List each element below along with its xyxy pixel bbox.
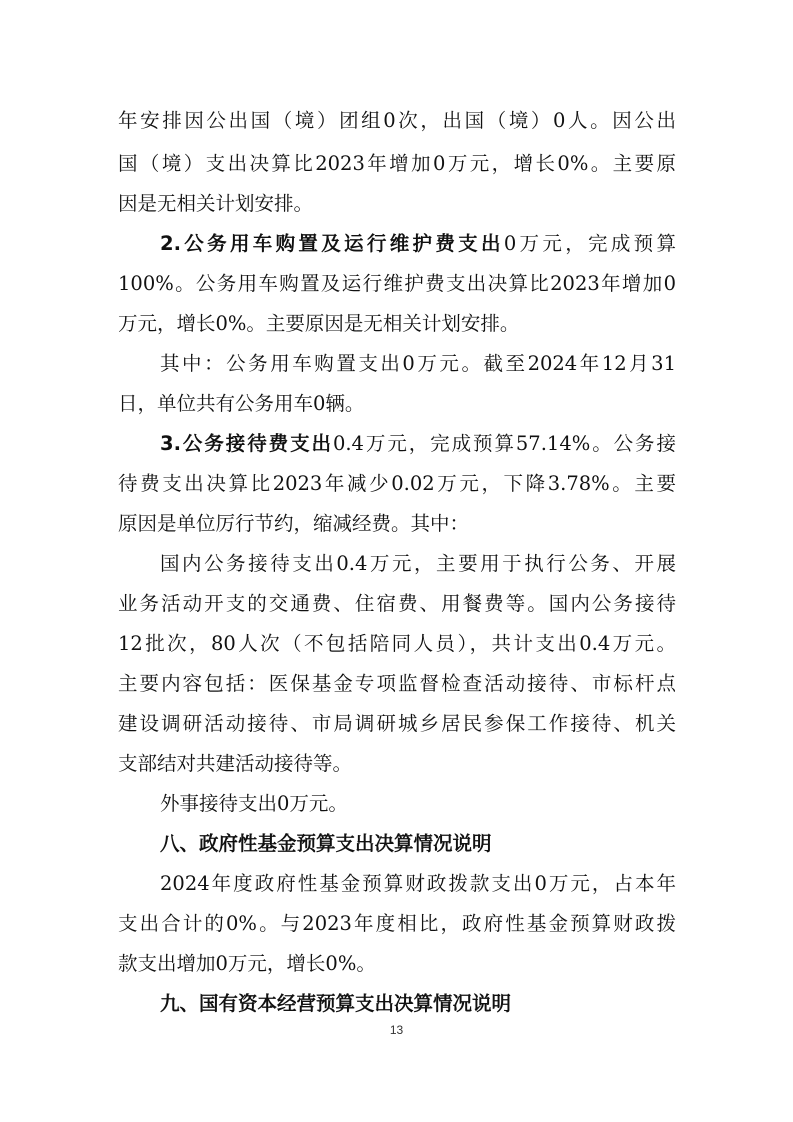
body-text-line: 国（境）支出决算比2023年增加0万元，增长0%。主要原 — [118, 152, 676, 175]
body-text-line: 国内公务接待支出0.4万元，主要用于执行公务、开展 — [160, 552, 676, 575]
section-line — [160, 424, 676, 464]
body-text-line: 业务活动开支的交通费、住宿费、用餐费等。国内公务接待 — [118, 592, 676, 615]
subsection-title: 2.公务用车购置及运行维护费支出 — [160, 232, 504, 255]
body-text-line: 原因是单位厉行节约，缩减经费。其中： — [118, 512, 470, 535]
body-text-line: 2024年度政府性基金预算财政拨款支出0万元，占本年 — [160, 872, 676, 895]
body-text-line: 待费支出决算比2023年减少0.02万元，下降3.78%。主要 — [118, 472, 676, 495]
body-text: 0万元，完成预算 — [503, 232, 676, 255]
body-text-line: 万元，增长0%。主要原因是无相关计划安排。 — [118, 312, 520, 335]
body-text-line: 款支出增加0万元，增长0%。 — [118, 952, 376, 975]
body-text-line: 100%。公务用车购置及运行维护费支出决算比2023年增加0 — [118, 272, 676, 295]
section-heading: 八、政府性基金预算支出决算情况说明 — [160, 832, 492, 855]
body-text-line: 主要内容包括：医保基金专项监督检查活动接待、市标杆点 — [118, 672, 676, 695]
body-text-line: 12批次，80人次（不包括陪同人员），共计支出0.4万元。 — [118, 632, 676, 655]
page-number: 13 — [389, 1023, 404, 1037]
body-text-line: 日，单位共有公务用车0辆。 — [118, 392, 365, 415]
body-text-line: 建设调研活动接待、市局调研城乡居民参保工作接待、机关 — [118, 712, 676, 735]
body-text-line: 其中：公务用车购置支出0万元。截至2024年12月31 — [160, 352, 676, 375]
section-heading: 九、国有资本经营预算支出决算情况说明 — [160, 992, 512, 1015]
body-text: 0.4万元，完成预算57.14%。公务接 — [332, 432, 676, 455]
body-text-line: 外事接待支出0万元。 — [160, 792, 348, 815]
section-line — [160, 224, 676, 264]
subsection-title: 3.公务接待费支出 — [160, 432, 333, 455]
body-text-line: 年安排因公出国（境）团组0次，出国（境）0人。因公出 — [118, 109, 676, 132]
body-text-line: 支出合计的0%。与2023年度相比，政府性基金预算财政拨 — [118, 912, 676, 935]
body-text-line: 支部结对共建活动接待等。 — [118, 752, 353, 775]
body-text-line: 因是无相关计划安排。 — [118, 192, 314, 215]
